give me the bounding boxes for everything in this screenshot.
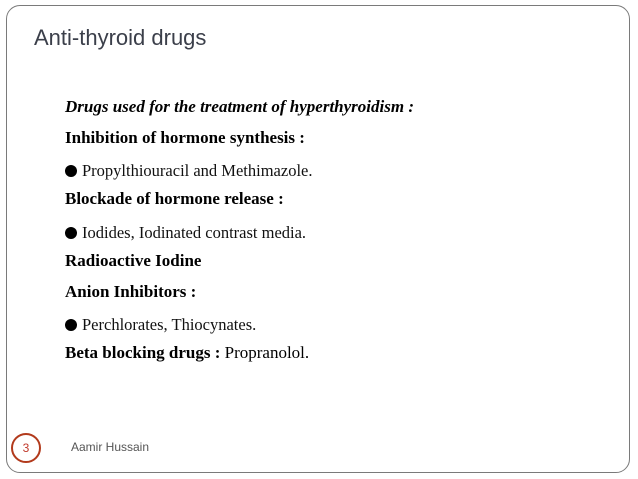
intro-text: Drugs used for the treatment of hyperthyroidism :	[65, 97, 414, 116]
beta-heading: Beta blocking drugs :	[65, 343, 221, 363]
release-heading: Blockade of hormone release :	[65, 189, 284, 209]
beta-row	[65, 340, 605, 371]
anion-item: Perchlorates, Thiocynates.	[82, 315, 257, 335]
release-bullet	[65, 217, 605, 248]
bullet-icon	[65, 165, 77, 177]
bullet-icon	[65, 227, 77, 239]
beta-value: Propranolol.	[220, 343, 310, 363]
radioactive-heading: Radioactive Iodine	[65, 250, 202, 270]
footer-author: Aamir Hussain	[71, 440, 150, 454]
anion-bullet	[65, 310, 605, 341]
synthesis-heading: Inhibition of hormone synthesis :	[65, 127, 305, 147]
slide-number-badge: 3	[11, 433, 41, 463]
synthesis-bullet	[65, 156, 605, 187]
synthesis-item: Propylthiouracil and Methimazole.	[82, 161, 313, 181]
anion-heading: Anion Inhibitors :	[65, 281, 197, 301]
slide-title: Anti-thyroid drugs	[34, 25, 207, 50]
release-item: Iodides, Iodinated contrast media.	[82, 223, 307, 243]
bullet-icon	[65, 319, 77, 331]
slide-content	[65, 94, 605, 371]
